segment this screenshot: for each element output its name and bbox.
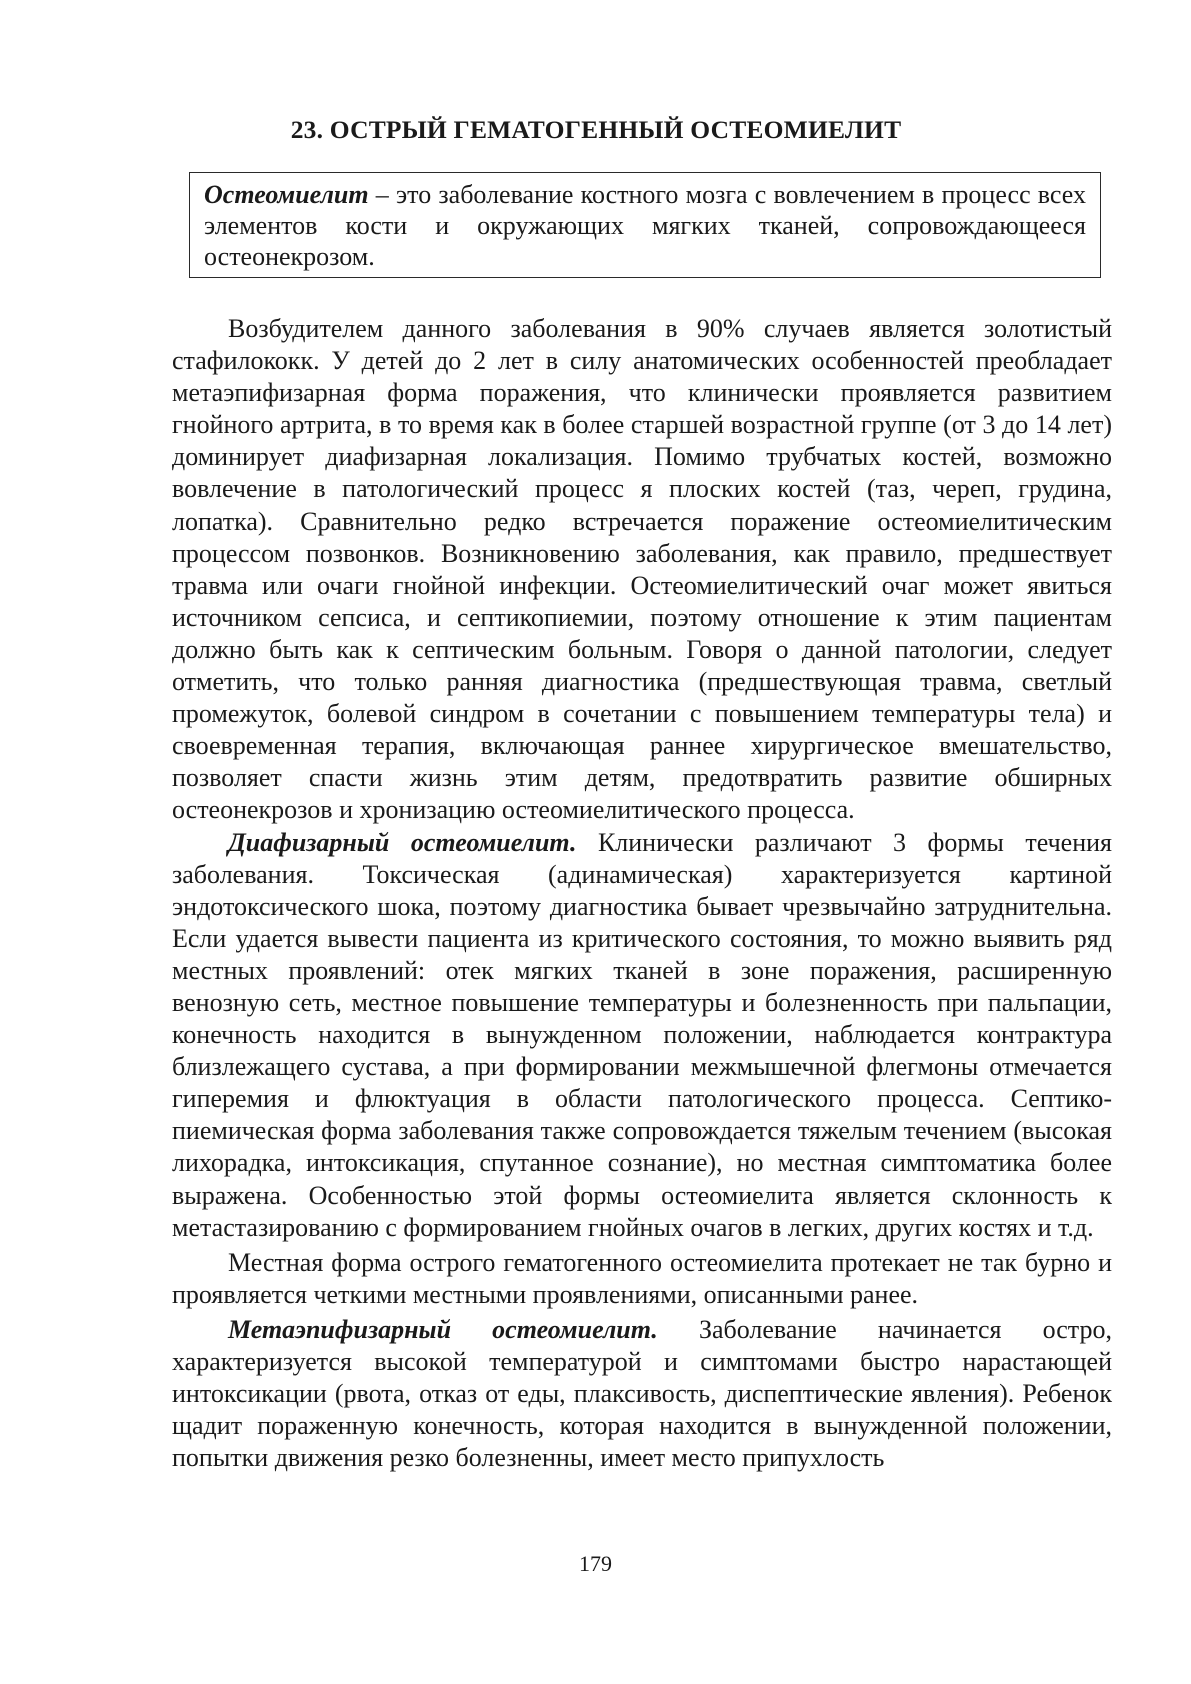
paragraph-diaphyseal-text: Клинически различают 3 формы течения заболевания. Токсическая (адинамическая) характеризуется картиной эндотоксического шока, поэтому диагностика бывает чрезвычайно затруднительна. Если удается вывести пациента из критического состояния, то можно выявить ряд местных проявлений: отек мягких тканей в зоне поражения, расширенную венозную сеть, местное повышение температуры и болезненность при пальпации, конечность находится в вынужденном положении, наблюдается контрактура близлежащего сустава, а при формировании межмышечной флегмоны отмечается гиперемия и флюктуация в области патологического процесса. Септико-пиемическая форма заболевания также сопровождается тяжелым течением (высокая лихорадка, интоксикация, спутанное сознание), но местная симптоматика более выражена. Особенностью этой формы остеомиелита является склонность к метастазированию с формированием гнойных очагов в легких, других костях и т.д. xyxy=(172,827,1113,1242)
subheading-diaphyseal: Диафизарный остеомиелит. xyxy=(228,827,577,857)
paragraph-metaepiphyseal-text: Заболевание начинается остро, характеризуется высокой температурой и симптомами быстро нарастающей интоксикации (рвота, отказ от еды, плаксивость, диспептические явления). Ребенок щадит пораженную конечность, которая находится в вынужденной положении, попытки движения резко болезненны, имеет место припухлость xyxy=(172,1314,1112,1473)
definition-box xyxy=(189,172,1101,278)
page-number: 179 xyxy=(579,1551,612,1576)
paragraph-diaphyseal xyxy=(172,827,1112,1244)
paragraph-metaepiphyseal xyxy=(172,1314,1112,1474)
subheading-metaepiphyseal: Метаэпифизарный остеомиелит. xyxy=(228,1314,658,1344)
definition-term: Остеомиелит xyxy=(204,180,369,209)
paragraph-local-form: Местная форма острого гематогенного остеомиелита протекает не так бурно и проявляется четкими местными проявлениями, описанными ранее. xyxy=(172,1247,1112,1309)
body-text xyxy=(172,313,1112,1474)
definition-text: – это заболевание костного мозга с вовлечением в процесс всех элементов кости и окружающих мягких тканей, сопровождающееся остеонекрозом. xyxy=(204,180,1086,271)
paragraph-etiology: Возбудителем данного заболевания в 90% случаев является золотистый стафилококк. У детей до 2 лет в силу анатомических особенностей преобладает метаэпифизарная форма поражения, что клинически проявляется развитием гнойного артрита, в то время как в более старшей возрастной группе (от 3 до 14 лет) доминирует диафизарная локализация. Помимо трубчатых костей, возможно вовлечение в патологический процесс я плоских костей (таз, череп, грудина, лопатка). Сравнительно редко встречается поражение остеомиелитическим процессом позвонков. Возникновению заболевания, как правило, предшествует травма или очаги гнойной инфекции. Остеомиелитический очаг может явиться источником сепсиса, и септикопиемии, поэтому отношение к этим пациентам должно быть как к септическим больным. Говоря о данной патологии, следует отметить, что только ранняя диагностика (предшествующая травма, светлый промежуток, болевой синдром в сочетании с повышением температуры тела) и своевременная терапия, включающая раннее хирургическое вмешательство, позволяет спасти жизнь этим детям, предотвратить развитие обширных остеонекрозов и хронизацию остеомиелитического процесса. xyxy=(172,314,1112,825)
chapter-title: 23. ОСТРЫЙ ГЕМАТОГЕННЫЙ ОСТЕОМИЕЛИТ xyxy=(290,115,902,144)
